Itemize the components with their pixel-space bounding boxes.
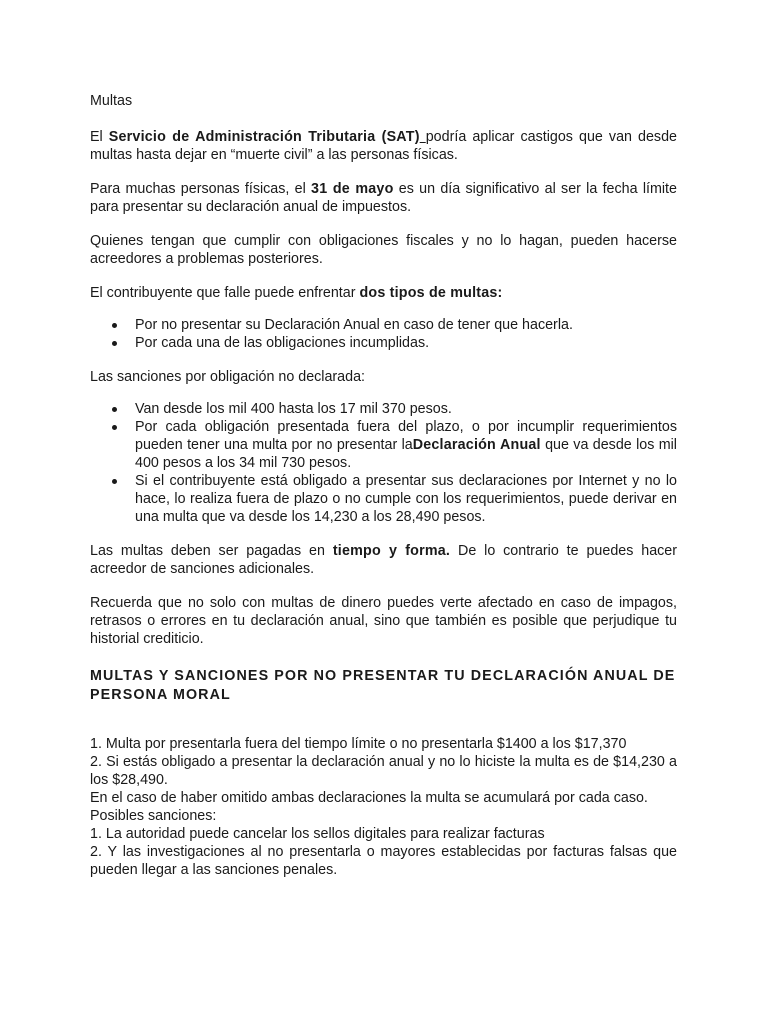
list-item	[90, 400, 677, 418]
document-title: Multas	[90, 93, 133, 109]
deadline-pre: Para muchas personas físicas, el	[90, 181, 312, 197]
list-item-post: que va desde los mil 400 pesos a los 34 mil 730 pesos.	[135, 437, 677, 471]
list-item-text: Por cada una de las obligaciones incumplidas.	[135, 335, 430, 351]
fine-types-paragraph	[90, 284, 677, 302]
obligations-paragraph: Quienes tengan que cumplir con obligaciones fiscales y no lo hagan, pueden hacerse acreedores a problemas posteriores.	[90, 233, 677, 267]
sanctions-paragraph: Las sanciones por obligación no declarada:	[90, 369, 366, 385]
fine-types-bold: dos tipos de multas:	[359, 285, 503, 301]
list-item-text: Van desde los mil 400 hasta los 17 mil 370 pesos.	[135, 401, 452, 417]
list-item	[90, 316, 677, 334]
payment-post: De lo contrario te puedes hacer acreedor de sanciones adicionales.	[90, 543, 678, 577]
section-line: Posibles sanciones:	[90, 808, 217, 824]
section-line: 1. La autoridad puede cancelar los sellos digitales para realizar facturas	[90, 826, 545, 842]
intro-pre: El	[90, 129, 109, 145]
intro-paragraph	[90, 128, 677, 164]
list-item	[90, 418, 677, 472]
payment-bold: tiempo y forma.	[332, 543, 451, 559]
bullet-icon	[112, 323, 117, 328]
deadline-post: es un día significativo al ser la fecha límite para presentar su declaración anual de impuestos.	[90, 181, 677, 215]
list-item	[90, 334, 677, 352]
list-item-text: Por no presentar su Declaración Anual en caso de tener que hacerla.	[135, 317, 573, 333]
moral-person-section	[90, 735, 677, 879]
sanctions-list	[90, 400, 677, 526]
section-line: 1. Multa por presentarla fuera del tiempo límite o no presentarla $1400 a los $17,370	[90, 736, 627, 752]
section-line: 2. Y las investigaciones al no presentarla o mayores establecidas por facturas falsas que pueden llegar a las sanciones penales.	[90, 844, 677, 878]
list-item-pre: Por cada obligación presentada fuera del plazo, o por incumplir requerimientos pueden tener una multa por no presentar la	[135, 419, 677, 453]
list-item	[90, 472, 677, 526]
bullet-icon	[112, 425, 117, 430]
payment-paragraph	[90, 542, 677, 578]
bullet-icon	[112, 407, 117, 412]
intro-post: podría aplicar castigos que van desde multas hasta dejar en “muerte civil” a las personas físicas.	[90, 129, 677, 163]
credit-paragraph: Recuerda que no solo con multas de dinero puedes verte afectado en caso de impagos, retrasos o errores en tu declaración anual, sino que también es posible que perjudique tu historial crediticio.	[90, 595, 677, 647]
sat-name: Servicio de Administración Tributaria (SAT)	[108, 129, 420, 145]
bullet-icon	[112, 341, 117, 346]
section-line: 2. Si estás obligado a presentar la declaración anual y no lo hiciste la multa es de $14,230 a los $28,490.	[90, 754, 677, 788]
section-line: En el caso de haber omitido ambas declaraciones la multa se acumulará por cada caso.	[90, 790, 648, 806]
fine-types-pre: El contribuyente que falle puede enfrentar	[90, 285, 360, 301]
deadline-paragraph	[90, 180, 677, 216]
fine-types-list	[90, 316, 677, 352]
list-item-bold: Declaración Anual	[412, 437, 541, 453]
deadline-date: 31 de mayo	[311, 181, 394, 197]
document-page	[90, 92, 677, 879]
list-item-text: Si el contribuyente está obligado a presentar sus declaraciones por Internet y no lo hace, lo realiza fuera de plazo o no cumple con los requerimientos, puede derivar en una multa que va desde los 14,230 a los 28,490 pesos.	[135, 473, 677, 525]
payment-pre: Las multas deben ser pagadas en	[90, 543, 333, 559]
bullet-icon	[112, 479, 117, 484]
section-heading: MULTAS Y SANCIONES POR NO PRESENTAR TU DECLARACIÓN ANUAL DE PERSONA MORAL	[90, 668, 676, 703]
